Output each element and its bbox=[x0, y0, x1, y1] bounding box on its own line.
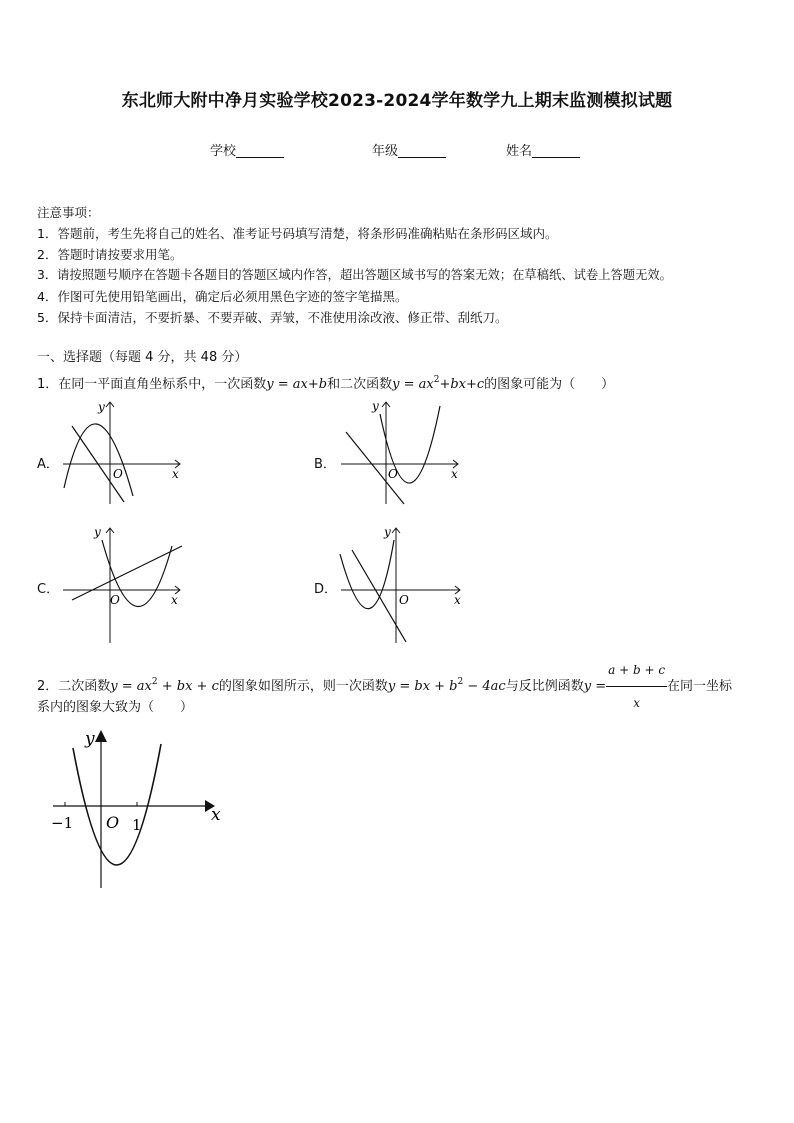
x-axis-label: x bbox=[454, 593, 461, 607]
q2-inverse-lhs: y = bbox=[583, 679, 607, 694]
y-axis-label: y bbox=[85, 729, 95, 749]
y-axis-label: y bbox=[372, 399, 379, 413]
origin-label: O bbox=[106, 813, 120, 832]
school-blank bbox=[236, 143, 284, 158]
origin-label: O bbox=[110, 593, 120, 607]
exam-title: 东北师大附中净月实验学校2023-2024学年数学九上期末监测模拟试题 bbox=[121, 91, 673, 111]
y-axis-label: y bbox=[98, 400, 105, 414]
parabola-curve bbox=[64, 424, 133, 496]
grade-label: 年级 bbox=[372, 144, 399, 159]
graph-option-d[interactable] bbox=[336, 520, 466, 645]
note-item: 3．请按照题号顺序在答题卡各题目的答题区域内作答，超出答题区域书写的答案无效；在草稿纸、试卷上答题无效。 bbox=[37, 268, 672, 282]
grade-blank bbox=[398, 143, 446, 158]
q1-suffix: 的图象可能为（ ） bbox=[484, 377, 615, 392]
x-axis-label: x bbox=[172, 467, 179, 481]
linear-line bbox=[72, 546, 182, 600]
linear-line bbox=[352, 550, 406, 642]
graph-option-a[interactable] bbox=[58, 396, 188, 506]
q2-inverse-fraction: $\frac{a + b + c}{x}$ bbox=[606, 656, 667, 717]
y-axis-arrow bbox=[95, 730, 107, 742]
parabola-curve bbox=[73, 744, 161, 865]
name-field bbox=[506, 140, 580, 159]
note-item: 4．作图可先使用铅笔画出，确定后必须用黑色字迹的签字笔描黑。 bbox=[37, 289, 408, 304]
notes-block bbox=[37, 202, 672, 328]
school-field bbox=[210, 140, 284, 159]
q2-mid2: 与反比例函数 bbox=[505, 679, 584, 694]
q1-linear-formula: y = ax+b bbox=[266, 377, 328, 392]
q2-parabola-graph bbox=[45, 724, 235, 894]
x-axis-label: x bbox=[211, 805, 221, 825]
q1-mid: 和二次函数 bbox=[327, 377, 393, 392]
q2-linear-formula: y = bx + $b^2 - 4ac$ bbox=[387, 677, 506, 694]
graph-option-c[interactable] bbox=[58, 520, 188, 645]
graph-option-b[interactable] bbox=[336, 396, 466, 506]
origin-label: O bbox=[113, 467, 123, 481]
note-item: 1．答题前，考生先将自己的姓名、准考证号码填写清楚，将条形码准确粘贴在条形码区域内。 bbox=[37, 226, 558, 241]
note-item: 5．保持卡面清洁，不要折暴、不要弄破、弄皱，不准使用涂改液、修正带、刮纸刀。 bbox=[37, 310, 508, 325]
notes-heading: 注意事项： bbox=[37, 205, 100, 220]
tick-label-neg-one: −1 bbox=[51, 814, 74, 832]
note-item: 2．答题时请按要求用笔。 bbox=[37, 247, 183, 262]
section-heading: 一、选择题（每题 4 分，共 48 分） bbox=[37, 350, 248, 365]
origin-label: O bbox=[399, 593, 409, 607]
question-2-stem-line2: 系内的图象大致为（ ） bbox=[37, 700, 194, 715]
option-a-label[interactable]: A． bbox=[37, 457, 59, 472]
tick-label-pos-one: 1 bbox=[132, 816, 142, 834]
y-axis-label: y bbox=[384, 525, 391, 539]
question-1-stem bbox=[37, 373, 614, 392]
origin-label: O bbox=[388, 467, 398, 481]
school-label: 学校 bbox=[210, 144, 237, 159]
name-blank bbox=[532, 143, 580, 158]
x-axis-label: x bbox=[171, 593, 178, 607]
option-b-label[interactable]: B． bbox=[314, 457, 336, 472]
x-axis-label: x bbox=[451, 467, 458, 481]
y-axis-label: y bbox=[94, 525, 101, 539]
name-label: 姓名 bbox=[506, 144, 533, 159]
parabola-curve bbox=[340, 540, 394, 609]
q2-prefix: 2．二次函数 bbox=[37, 679, 111, 694]
option-d-label[interactable]: D． bbox=[314, 582, 338, 597]
grade-field bbox=[372, 140, 446, 159]
q1-prefix: 1．在同一平面直角坐标系中，一次函数 bbox=[37, 377, 267, 392]
q2-suffix: 在同一坐标 bbox=[667, 679, 733, 694]
q1-quadratic-formula: $y = ax^2+bx+c$ bbox=[392, 375, 485, 392]
q2-mid1: 的图象如图所示，则一次函数 bbox=[218, 679, 388, 694]
option-c-label[interactable]: C． bbox=[37, 582, 60, 597]
q2-quadratic-formula: $y = ax^2$ + bx + c bbox=[110, 677, 219, 694]
